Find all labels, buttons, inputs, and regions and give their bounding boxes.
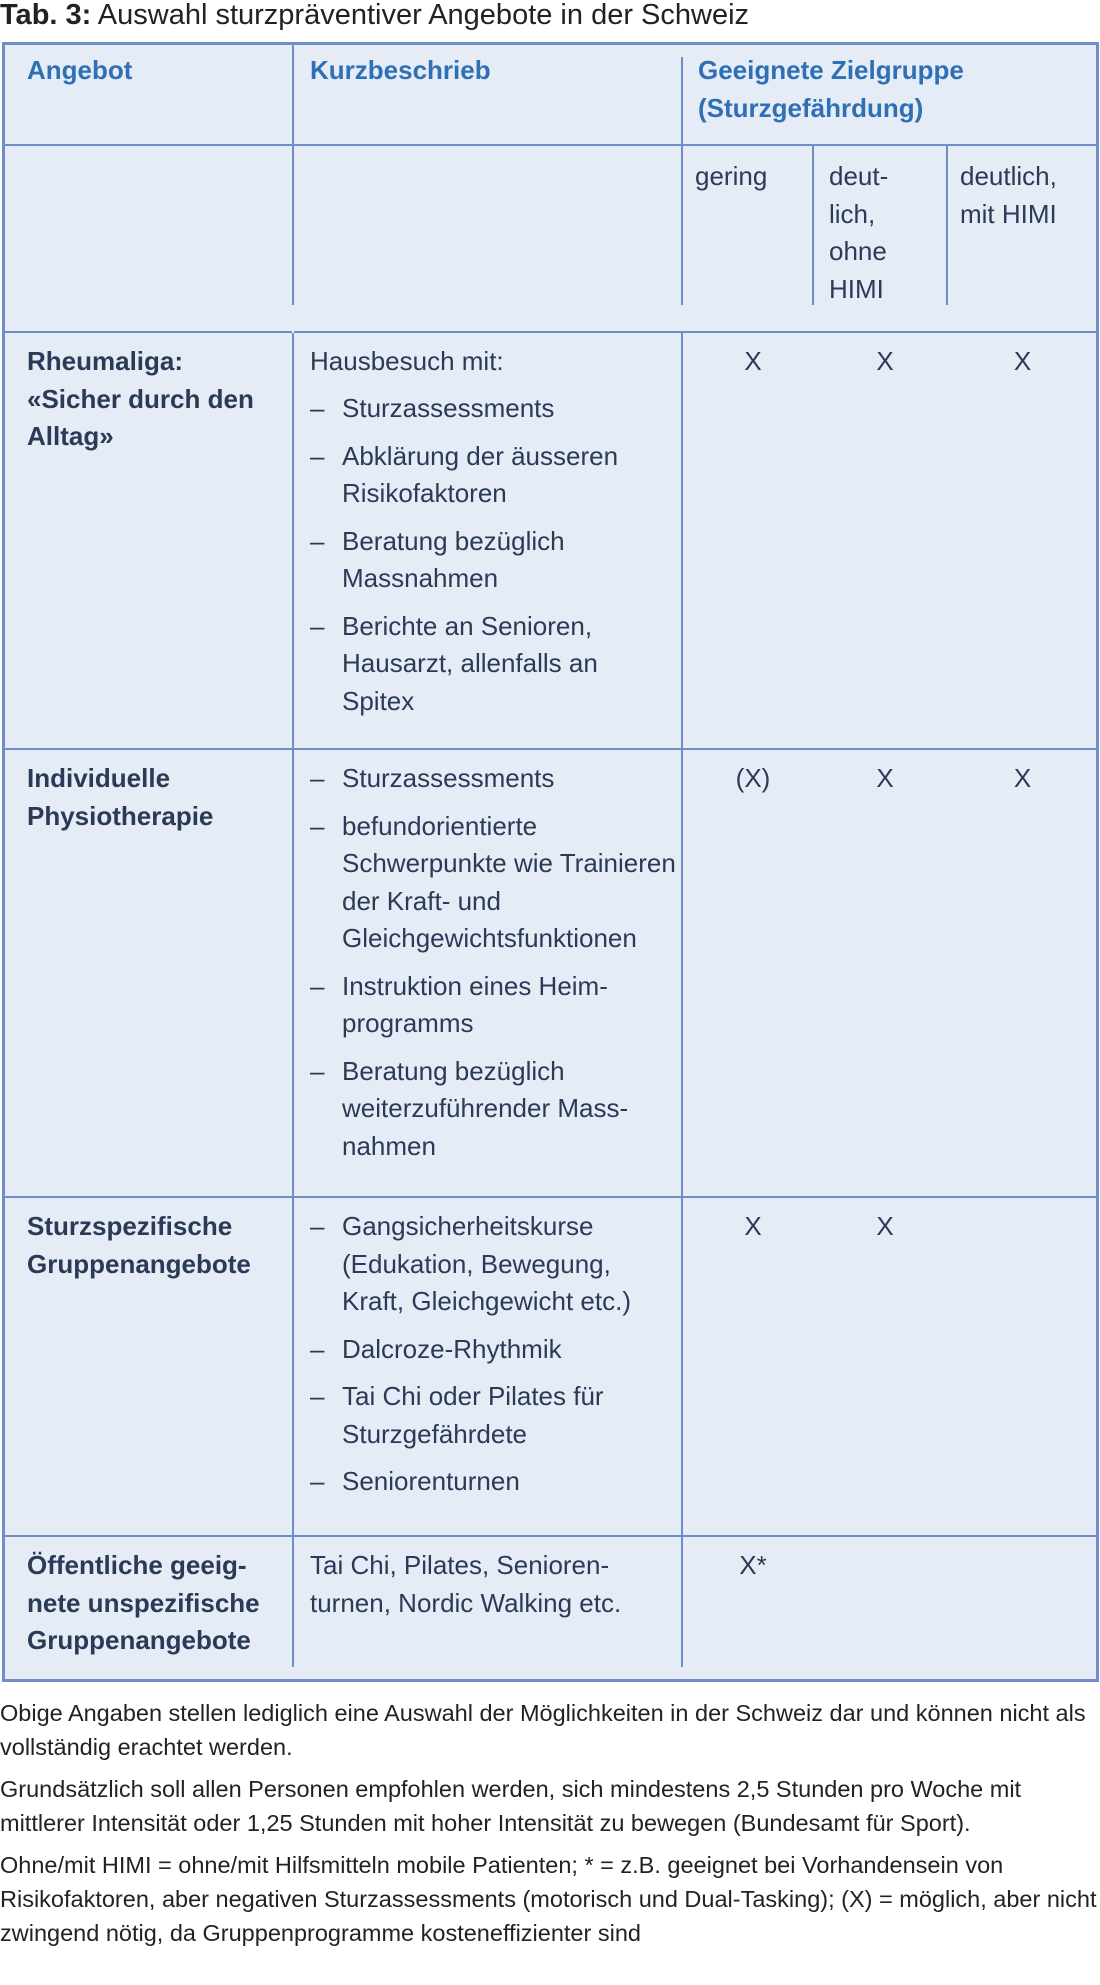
row3-rule-left [5, 1196, 292, 1198]
row4-rule-left [5, 1535, 292, 1537]
row3-list [310, 1208, 675, 1511]
row3-gering: X [744, 1211, 762, 1241]
caption-label: Tab. 3: [0, 0, 92, 31]
row3-col-rule-1 [292, 1198, 294, 1546]
list-item: – Beratung bezüglich Massnahmen [310, 523, 675, 598]
row2-deutlich-mit: X [1013, 763, 1032, 793]
row2-col-rule-1 [292, 750, 294, 1198]
row2-list [310, 760, 682, 1175]
subheader-deutlich-ohne: deut- lich, ohne HIMI [829, 161, 889, 304]
note-2: Grundsätzlich soll allen Personen empfohlen werden, sich mindestens 2,5 Stunden pro Woche mit mittlerer Intensität oder 1,25 Stunden mit hoher Intensität zu bewegen (Bundesamt für Sport). [0, 1776, 1022, 1836]
row2-rule-left [5, 748, 292, 750]
header-kurzbeschrieb: Kurzbeschrieb [310, 55, 491, 85]
col-rule-3 [812, 144, 814, 305]
row1-list [310, 390, 675, 730]
row1-deutlich-ohne: X [876, 346, 894, 376]
note-3: Ohne/mit HIMI = ohne/mit Hilfsmitteln mobile Patienten; * = z.B. geeignet bei Vorhandensein von Risikofaktoren, aber negativen Sturzassessments (motorisch und Dual-Tasking); (X) = möglich, aber nicht zwingend nötig, da Gruppenprogramme kosteneffizienter sind [0, 1852, 1097, 1946]
row1-col-rule-2 [681, 333, 683, 752]
row3-rule-right [294, 1196, 1096, 1198]
list-item: – Dalcroze-Rhythmik [310, 1331, 675, 1369]
list-item: – Gangsicherheitskurse (Edukation, Bewegung, Kraft, Gleichgewicht etc.) [310, 1208, 675, 1321]
list-item: – Beratung bezüglich weiterzuführender Mass- nahmen [310, 1053, 682, 1166]
row2-col-rule-2 [681, 750, 683, 1198]
note-1: Obige Angaben stellen lediglich eine Auswahl der Möglichkeiten in der Schweiz dar und können nicht als vollständig erachtet werden. [0, 1700, 1086, 1760]
list-item: – Instruktion eines Heim- programms [310, 968, 682, 1043]
row2-gering: (X) [735, 763, 771, 793]
row4-rule-right [294, 1535, 1096, 1537]
header-rule-right [294, 144, 1096, 146]
row4-angebot: Öffentliche geeig- nete unspezifische Gruppenangebote [27, 1550, 260, 1655]
row4-col-rule-2 [681, 1537, 683, 1667]
list-item: – Sturzassessments [310, 390, 675, 428]
col-rule-1 [292, 45, 294, 305]
table-notes [0, 1696, 1100, 1958]
row2-deutlich-ohne: X [876, 763, 894, 793]
row3-col-rule-2 [681, 1198, 683, 1546]
header-angebot: Angebot [27, 55, 133, 85]
list-item: – Abklärung der äusseren Risikofaktoren [310, 438, 675, 513]
row2-angebot: Individuelle Physiotherapie [27, 763, 214, 831]
row4-intro: Tai Chi, Pilates, Senioren- turnen, Nordic Walking etc. [310, 1550, 622, 1618]
row3-deutlich-ohne: X [876, 1211, 894, 1241]
table [2, 42, 1099, 1682]
row1-col-rule-1 [292, 333, 294, 752]
list-item: – Berichte an Senioren, Hausarzt, allenfalls an Spitex [310, 608, 675, 721]
list-item: – Sturzassessments [310, 760, 682, 798]
col-rule-2 [681, 57, 683, 305]
table-caption [0, 0, 749, 30]
header-zielgruppe: Geeignete Zielgruppe (Sturzgefährdung) [698, 55, 964, 123]
row4-gering: X* [739, 1550, 767, 1580]
row1-gering: X [744, 346, 762, 376]
subheader-deutlich-mit: deutlich, mit HIMI [960, 161, 1057, 229]
row1-rule-left [5, 331, 292, 333]
header-rule-left [5, 144, 292, 146]
col-rule-4 [946, 144, 948, 305]
list-item: – Tai Chi oder Pilates für Sturzgefährdete [310, 1378, 675, 1453]
row4-col-rule-1 [292, 1537, 294, 1667]
list-item: – Seniorenturnen [310, 1463, 675, 1501]
caption-text: Auswahl sturzpräventiver Angebote in der Schweiz [97, 0, 750, 31]
row3-angebot: Sturzspezifische Gruppenangebote [27, 1211, 251, 1279]
row1-intro: Hausbesuch mit: [310, 346, 504, 376]
row1-rule-right [294, 331, 1096, 333]
subheader-gering: gering [695, 161, 768, 191]
row1-angebot: Rheumaliga: «Sicher durch den Alltag» [27, 346, 254, 451]
row2-rule-right [294, 748, 1096, 750]
row1-deutlich-mit: X [1013, 346, 1032, 376]
list-item: – befundorientierte Schwerpunkte wie Trainieren der Kraft- und Gleichgewichtsfunktionen [310, 808, 682, 958]
